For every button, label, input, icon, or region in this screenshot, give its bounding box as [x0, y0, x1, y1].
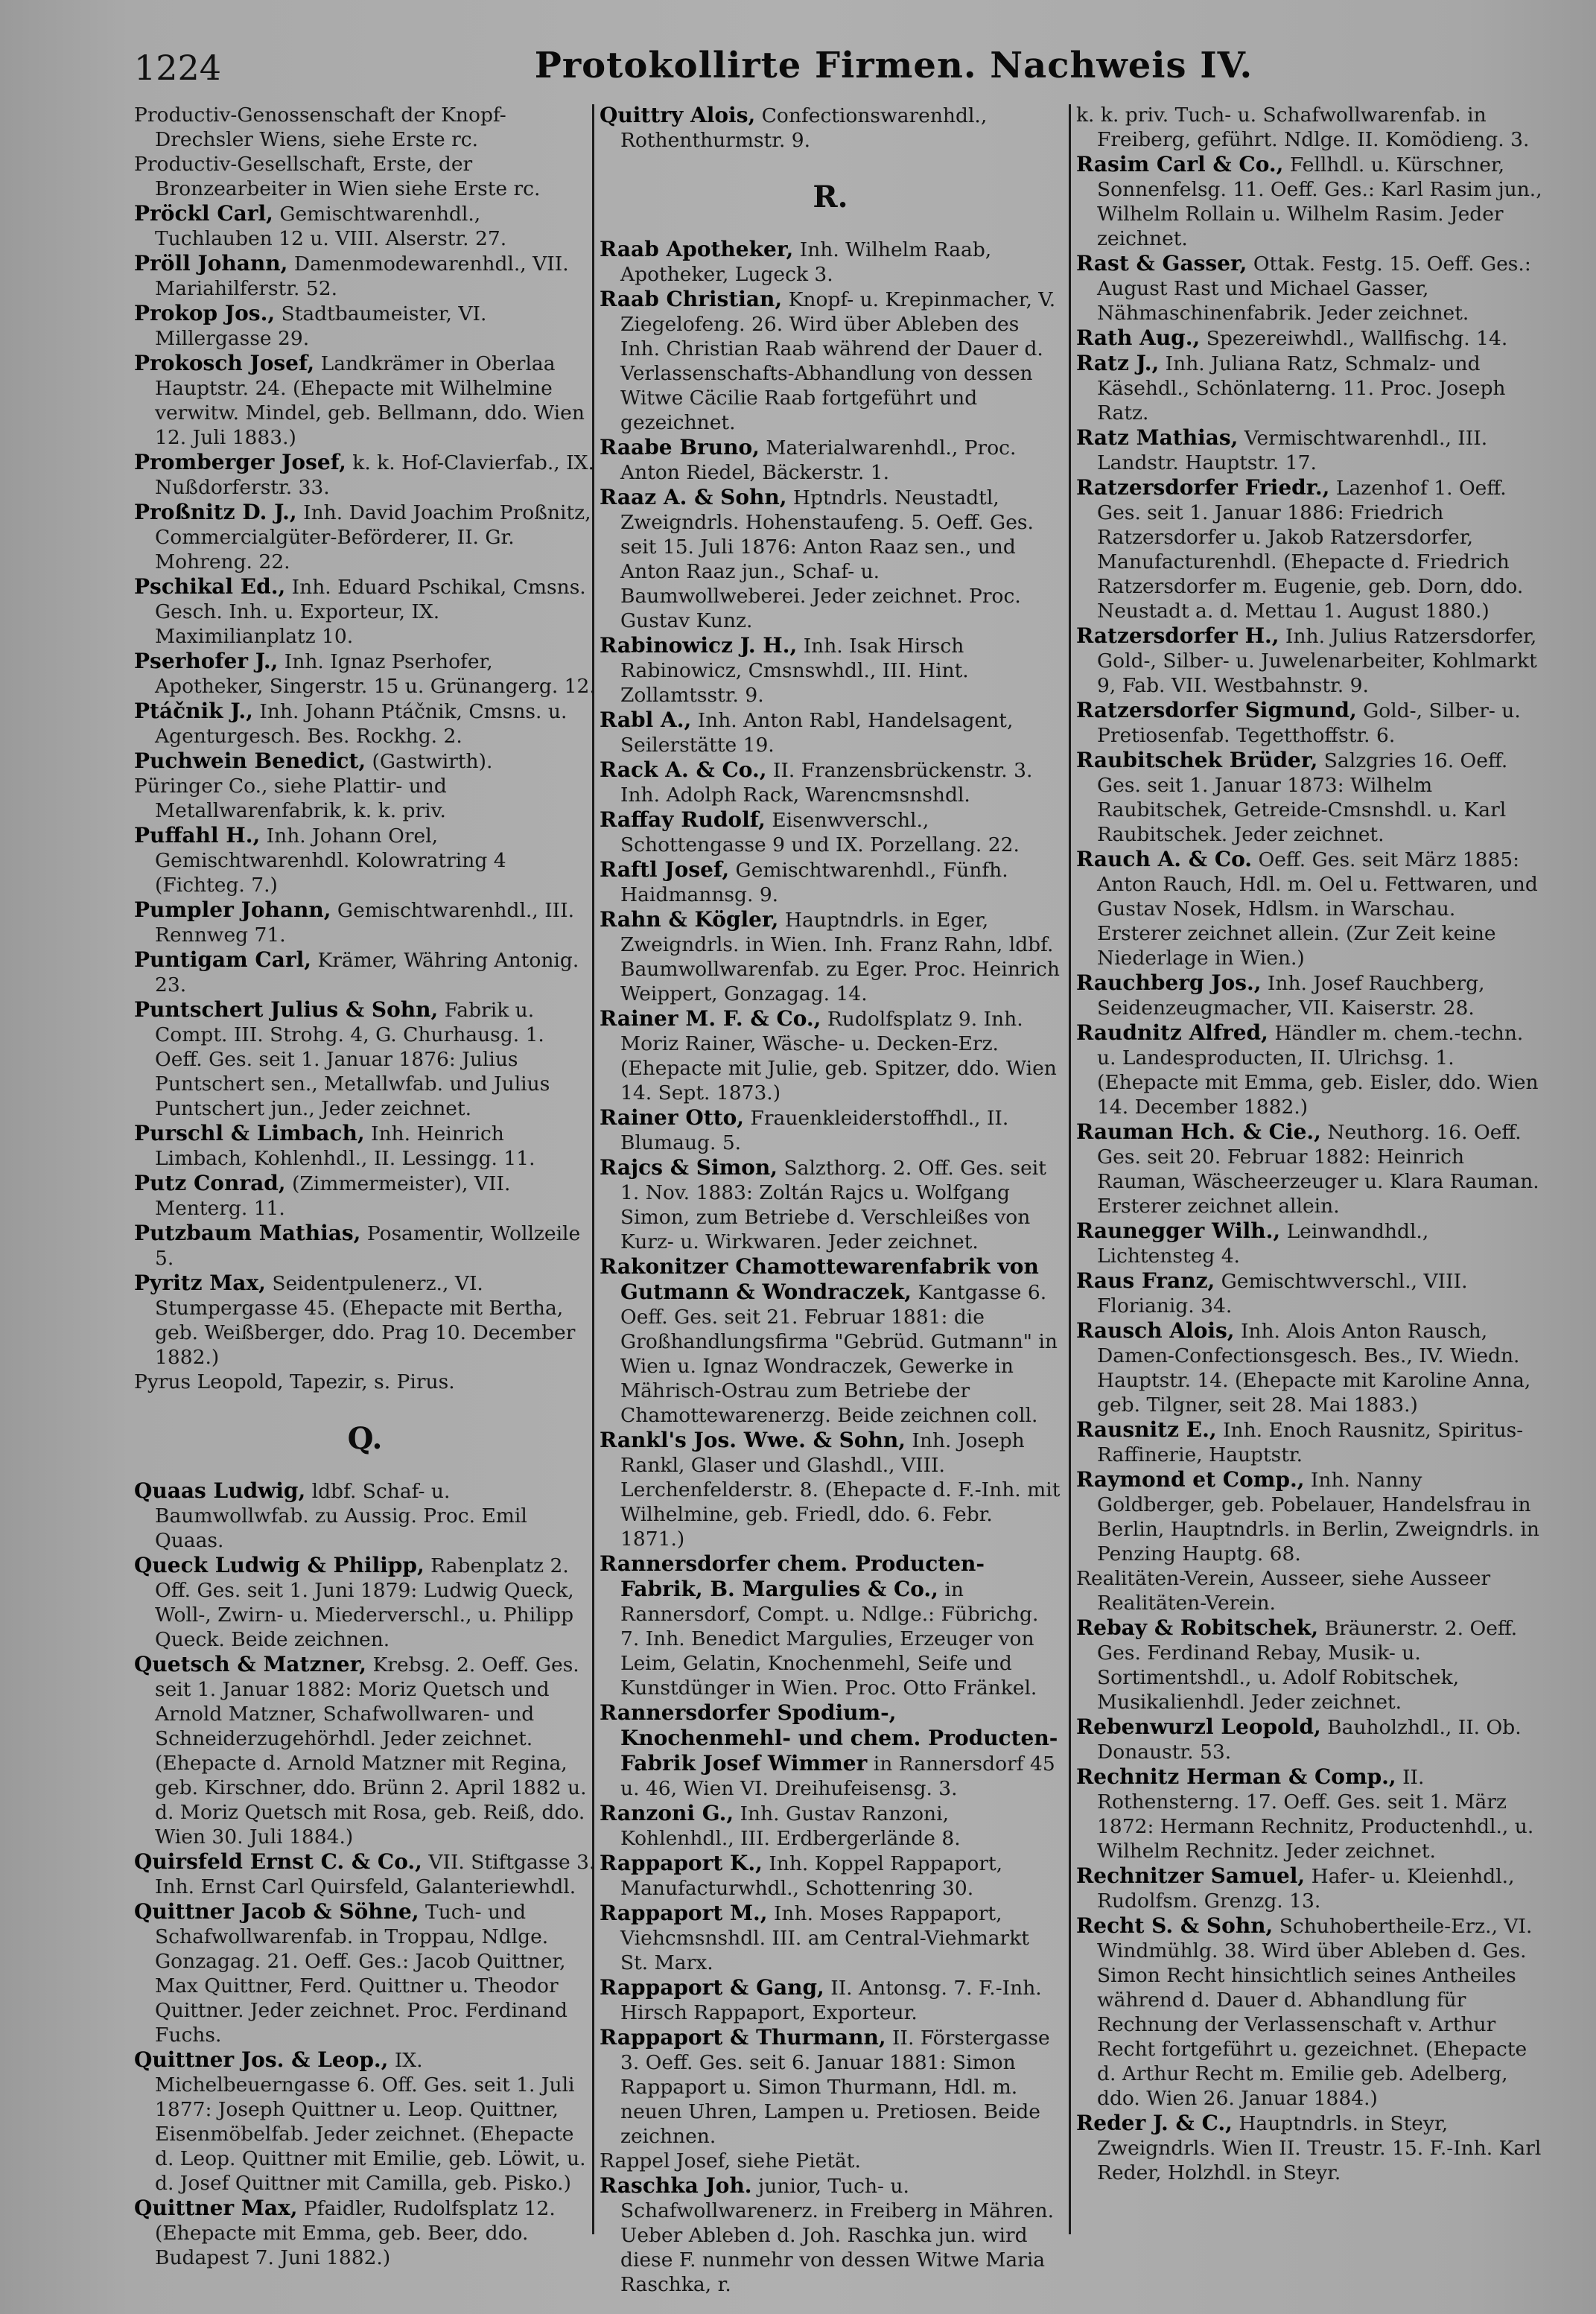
directory-entry — [1076, 103, 1545, 152]
firm-name: Pserhofer J., — [134, 649, 279, 673]
directory-entry — [1076, 1417, 1545, 1467]
firm-name: Purschl & Limbach, — [134, 1121, 365, 1145]
entry-text: Gemischtwverschl., VIII. Florianig. 34. — [1097, 1270, 1468, 1317]
firm-name: Proßnitz D. J., — [134, 500, 297, 524]
firm-name: Rasim Carl & Co., — [1076, 152, 1284, 177]
entry-text: Rudolfsplatz 9. Inh. Moriz Rainer, Wäsche- u. Decken-Erz. (Ehepacte mit Julie, geb. Spitzer, ddo. Wien 14. Sept. 1873.) — [620, 1008, 1057, 1104]
entry-text: Fabrik u. Compt. III. Strohg. 4, G. Churhausg. 1. Oeff. Ges. seit 1. Januar 1876: Julius Puntschert sen., Metallwfab. und Julius Puntschert jun., Jeder zeichnet. — [155, 999, 550, 1120]
column-middle — [600, 103, 1061, 2296]
entry-text: Stadtbaumeister, VI. Millergasse 29. — [155, 302, 487, 350]
directory-entry — [600, 1105, 1061, 1155]
entry-text: Püringer Co., siehe Plattir- und Metallwarenfabrik, k. k. priv. — [134, 775, 447, 822]
entry-text: Inh. Joseph Rankl, Glaser und Glashdl., VIII. Lerchenfelderstr. 8. (Ehepacte d. F.-Inh. mit Wilhelmine, geb. Friedl, ddo. 6. Febr. 1871.) — [620, 1429, 1061, 1551]
firm-name: Ptáčnik J., — [134, 699, 253, 723]
entry-text: in Rannersdorf 45 u. 46, Wien VI. Dreihufeisensg. 3. — [620, 1752, 1055, 1800]
entry-text: Inh. David Joachim Proßnitz, Commercialgüter-Beförderer, II. Gr. Mohreng. 22. — [155, 501, 591, 573]
column-right — [1076, 103, 1545, 2263]
entry-text: Pfaidler, Rudolfsplatz 12. (Ehepacte mit Emma, geb. Beer, ddo. Budapest 7. Juni 1882.) — [155, 2197, 556, 2269]
entry-text: Kantgasse 6. Oeff. Ges. seit 21. Februar 1881: die Großhandlungsfirma "Gebrüd. Gutmann" in Wien u. Ignaz Wondraczek, Gewerke in Mährisch-Ostrau zum Betriebe der Chamottewarenerzg. Beide zeichnen coll. — [620, 1281, 1058, 1427]
entry-text: Inh. Alois Anton Rausch, Damen-Confectionsgesch. Bes., IV. Wiedn. Hauptstr. 14. (Ehepacte mit Karoline Anna, geb. Tilgner, seit 28. Mai 1883.) — [1097, 1320, 1531, 1417]
firm-name: Puffahl H., — [134, 823, 261, 848]
firm-name: Pyritz Max, — [134, 1271, 266, 1295]
firm-name: Raab Christian, — [600, 287, 783, 311]
entry-text: Inh. Nanny Goldberger, geb. Pobelauer, Handelsfrau in Berlin, Hauptndrls. in Berlin, Zweigndrls. in Penzing Hauptg. 68. — [1097, 1469, 1539, 1566]
entry-text: Posamentir, Wollzeile 5. — [155, 1222, 581, 1270]
entry-text: Materialwarenhdl., Proc. Anton Riedel, Bäckerstr. 1. — [620, 436, 1017, 484]
entry-text: IX. Michelbeuerngasse 6. Off. Ges. seit 1. Juli 1877: Joseph Quittner u. Leop. Quittner, Eisenmöbelfab. Jeder zeichnet. (Ehepacte d. Leop. Quittner mit Emilie, geb. Löwit, u. d. Josef Quittner mit Camilla, geb. Pisko.) — [155, 2049, 586, 2195]
firm-name: Rahn & Kögler, — [600, 907, 779, 932]
entry-text: ldbf. Schaf- u. Baumwollwfab. zu Aussig. Proc. Emil Quaas. — [155, 1480, 527, 1552]
directory-entry — [134, 103, 596, 152]
firm-name: Pröckl Carl, — [134, 201, 273, 226]
entry-text: Krebsg. 2. Oeff. Ges. seit 1. Januar 1882: Moriz Quetsch und Arnold Matzner, Schafwollwaren- und Schneiderzugehörhdl. Jeder zeichnet. (Ehepacte d. Arnold Matzner mit Regina, geb. Kirschner, ddo. Brünn 2. April 1882 u. d. Moriz Quetsch mit Rosa, geb. Reiß, ddo. Wien 30. Juli 1884.) — [155, 1653, 587, 1849]
directory-entry — [600, 1006, 1061, 1105]
directory-entry — [1076, 623, 1545, 698]
entry-text: Händler m. chem.-techn. u. Landesproducten, II. Ulrichsg. 1. (Ehepacte mit Emma, geb. Eisler, ddo. Wien 14. December 1882.) — [1097, 1022, 1539, 1119]
entry-text: Gemischtwarenhdl., Tuchlauben 12 u. VIII. Alserstr. 27. — [155, 203, 507, 250]
directory-entry — [1076, 325, 1545, 351]
entry-text: Neuthorg. 16. Oeff. Ges. seit 20. Februar 1882: Heinrich Rauman, Wäscheerzeuger u. Klara Rauman. Ersterer zeichnet allein. — [1097, 1121, 1539, 1218]
entry-text: Vermischtwarenhdl., III. Landstr. Hauptstr. 17. — [1097, 427, 1488, 474]
entry-text: Landkrämer in Oberlaa Hauptstr. 24. (Ehepacte mit Wilhelmine verwitw. Mindel, geb. Bellmann, ddo. Wien 12. Juli 1883.) — [155, 352, 585, 449]
entry-text: II. Förstergasse 3. Oeff. Ges. seit 6. Januar 1881: Simon Rappaport u. Simon Thurmann, Hdl. m. neuen Uhren, Lampen u. Pretiosen. Beide zeichnen. — [620, 2027, 1050, 2148]
firm-name: Raab Apotheker, — [600, 237, 794, 261]
entry-text: Rabenplatz 2. Off. Ges. seit 1. Juni 1879: Ludwig Queck, Woll-, Zwirn- u. Miederverschl., u. Philipp Queck. Beide zeichnen. — [155, 1554, 574, 1651]
firm-name: Rauch A. & Co. — [1076, 847, 1253, 871]
directory-entry — [600, 1901, 1061, 1975]
entry-text: Leinwandhdl., Lichtensteg 4. — [1097, 1220, 1429, 1268]
directory-entry — [1076, 1863, 1545, 1913]
entry-text: Gold-, Silber- u. Pretiosenfab. Tegetthoffstr. 6. — [1097, 699, 1521, 747]
directory-entry — [1076, 1566, 1545, 1615]
firm-name: Raubitschek Brüder, — [1076, 748, 1318, 772]
directory-entry — [600, 857, 1061, 907]
directory-entry — [134, 1171, 596, 1221]
entry-text: Gemischtwarenhdl., III. Rennweg 71. — [155, 899, 575, 947]
directory-entry — [134, 1478, 596, 1553]
entry-text: II. Franzensbrückenstr. 3. Inh. Adolph Rack, Warencmsnshdl. — [620, 759, 1033, 807]
directory-entry — [134, 1652, 596, 1849]
entry-text: Confectionswarenhdl., Rothenthurmstr. 9. — [620, 104, 988, 152]
firm-name: Pschikal Ed., — [134, 574, 286, 599]
firm-name: Rabl A., — [600, 708, 692, 732]
entry-text: Seidentpulenerz., VI. Stumpergasse 45. (Ehepacte mit Bertha, geb. Weißberger, ddo. Prag 10. December 1882.) — [155, 1272, 576, 1369]
directory-entry — [134, 2047, 596, 2196]
directory-entry — [1076, 351, 1545, 425]
directory-entry — [1076, 1268, 1545, 1318]
firm-name: Rainer Otto, — [600, 1105, 745, 1130]
entry-text: VII. Stiftgasse 3. Inh. Ernst Carl Quirsfeld, Galanteriewhdl. — [155, 1851, 596, 1898]
directory-entry — [600, 103, 1061, 153]
firm-name: Prokop Jos., — [134, 301, 276, 325]
entry-text: Realitäten-Verein, Ausseer, siehe Ausseer Realitäten-Verein. — [1076, 1567, 1491, 1615]
entry-text: Frauenkleiderstoffhdl., II. Blumaug. 5. — [620, 1107, 1009, 1154]
firm-name: Pröll Johann, — [134, 251, 288, 276]
directory-entry — [134, 897, 596, 947]
firm-name: Putz Conrad, — [134, 1171, 286, 1195]
firm-name: Rauchberg Jos., — [1076, 970, 1262, 995]
firm-name: Raunegger Wilh., — [1076, 1218, 1281, 1243]
entry-text: II. Antonsg. 7. F.-Inh. Hirsch Rappaport, Exporteur. — [620, 1977, 1042, 2024]
entry-text: Fellhdl. u. Kürschner, Sonnenfelsg. 11. Oeff. Ges.: Karl Rasim jun., Wilhelm Rollain u. Wilhelm Rasim. Jeder zeichnet. — [1097, 153, 1542, 250]
firm-name: Promberger Josef, — [134, 450, 346, 474]
directory-entry — [134, 1849, 596, 1899]
directory-entry — [1076, 698, 1545, 748]
directory-entry — [134, 649, 596, 699]
entry-text: junior, Tuch- u. Schafwollwarenerz. in Freiberg in Mähren. Ueber Ableben d. Joh. Raschka jun. wird diese F. nunmehr von dessen Witwe Maria Raschka, r. — [620, 2175, 1055, 2296]
directory-entry — [134, 1370, 596, 1394]
entry-text: Inh. Anton Rabl, Handelsagent, Seilerstätte 19. — [620, 709, 1014, 757]
entry-text: Inh. Ignaz Pserhofer, Apotheker, Singerstr. 15 u. Grünangerg. 12. — [155, 650, 596, 698]
firm-name: Rechnitz Herman & Comp., — [1076, 1764, 1396, 1789]
running-title: Protokollirte Firmen. Nachweis IV. — [534, 45, 1253, 86]
firm-name: Rebay & Robitschek, — [1076, 1615, 1319, 1640]
firm-name: Rack A. & Co., — [600, 757, 767, 782]
firm-name: Quittner Max, — [134, 2196, 298, 2220]
directory-entry — [600, 907, 1061, 1006]
directory-entry — [134, 1121, 596, 1171]
firm-name: Rappaport M., — [600, 1901, 768, 1925]
directory-entry — [134, 1271, 596, 1370]
firm-name: Raymond et Comp., — [1076, 1467, 1305, 1492]
firm-name: Rajcs & Simon, — [600, 1155, 778, 1180]
entry-text: Hauptndrls. in Eger, Zweigndrls. in Wien. Inh. Franz Rahn, ldbf. Baumwollwarenfab. zu Eger. Proc. Heinrich Weippert, Gonzagag. 14. — [620, 909, 1060, 1005]
entry-text: Oeff. Ges. seit März 1885: Anton Rauch, Hdl. m. Oel u. Fettwaren, und Gustav Nosek, Hdlsm. in Warschau. Ersterer zeichnet allein. (Zur Zeit keine Niederlage in Wien.) — [1097, 848, 1538, 970]
directory-entry — [1076, 970, 1545, 1020]
directory-entry — [134, 774, 596, 823]
firm-name: Puchwein Benedict, — [134, 748, 366, 773]
entry-text: Productiv-Gesellschaft, Erste, der Bronzearbeiter in Wien siehe Erste rc. — [134, 153, 541, 200]
firm-name: Rebenwurzl Leopold, — [1076, 1714, 1321, 1739]
directory-entry — [600, 1801, 1061, 1851]
firm-name: Quittry Alois, — [600, 103, 756, 127]
entry-text: Inh. Eduard Pschikal, Cmsns. Gesch. Inh. u. Exporteur, IX. Maximilianplatz 10. — [155, 576, 586, 648]
entry-text: Krämer, Währing Antonig. 23. — [155, 949, 579, 997]
firm-name: Rappaport & Gang, — [600, 1975, 824, 2000]
entry-text: Knopf- u. Krepinmacher, V. Ziegelofeng. 26. Wird über Ableben des Inh. Christian Raab während der Dauer d. Verlassenschafts-Abhandlung von dessen Witwe Cäcilie Raab fortgeführt und gezeichnet. — [620, 288, 1056, 434]
entry-text: Productiv-Genossenschaft der Knopf-Drechsler Wiens, siehe Erste rc. — [134, 104, 506, 151]
entry-text: Bauholzhdl., II. Ob. Donaustr. 53. — [1097, 1716, 1522, 1764]
entry-text: Salzthorg. 2. Off. Ges. seit 1. Nov. 1883: Zoltán Rajcs u. Wolfgang Simon, zum Betriebe d. Verschleißes von Kurz- u. Wirkwaren. Jeder zeichnet. — [620, 1157, 1046, 1253]
directory-entry — [600, 633, 1061, 708]
entry-text: II. Rothensterng. 17. Oeff. Ges. seit 1. März 1872: Hermann Rechnitz, Productenhdl., u. Wilhelm Rechnitz. Jeder zeichnet. — [1097, 1766, 1534, 1863]
directory-entry — [134, 2196, 596, 2270]
firm-name: Rauman Hch. & Cie., — [1076, 1119, 1321, 1144]
page-header — [134, 45, 1549, 104]
firm-name: Recht S. & Sohn, — [1076, 1913, 1274, 1938]
directory-entry — [600, 2173, 1061, 2297]
firm-name: Rappaport K., — [600, 1851, 763, 1875]
directory-entry — [134, 500, 596, 574]
firm-name: Raschka Joh. — [600, 2173, 752, 2198]
entry-text: (Gastwirth). — [372, 750, 493, 773]
firm-name: Raabe Bruno, — [600, 435, 760, 460]
entry-text: (Zimmermeister), VII. Menterg. 11. — [155, 1172, 511, 1220]
firm-name: Quaas Ludwig, — [134, 1478, 306, 1503]
firm-name: Rausnitz E., — [1076, 1417, 1217, 1442]
firm-name: Ratzersdorfer Friedr., — [1076, 475, 1330, 500]
firm-name: Rappaport & Thurmann, — [600, 2025, 886, 2050]
entry-text: Pyrus Leopold, Tapezir, s. Pirus. — [134, 1370, 455, 1393]
firm-name: Rausch Alois, — [1076, 1318, 1235, 1343]
directory-entry — [1076, 1615, 1545, 1714]
entry-text: Eisenwverschl., Schottengasse 9 und IX. Porzellang. 22. — [620, 809, 1020, 856]
entry-text: Inh. Koppel Rappaport, Manufacturwhdl., Schottenring 30. — [620, 1852, 1003, 1900]
directory-entry — [600, 1428, 1061, 1551]
directory-entry — [1076, 152, 1545, 251]
firm-name: Rast & Gasser, — [1076, 251, 1247, 276]
directory-entry — [1076, 1020, 1545, 1119]
firm-name: Queck Ludwig & Philipp, — [134, 1553, 425, 1577]
directory-entry — [600, 1551, 1061, 1700]
entry-text: Inh. Moses Rappaport, Viehcmsnshdl. III. am Central-Viehmarkt St. Marx. — [620, 1902, 1029, 1974]
directory-entry — [134, 152, 596, 201]
entry-text: in Rannersdorf, Compt. u. Ndlge.: Fübrichg. 7. Inh. Benedict Margulies, Erzeuger von Leim, Gelatin, Knochenmehl, Seife und Kunstdünger in Wien. Proc. Otto Fränkel. — [620, 1578, 1039, 1700]
firm-name: Rannersdorfer Spodium-, Knochenmehl- und chem. Producten-Fabrik Josef Wimmer — [600, 1700, 1058, 1776]
entry-text: Damenmodewarenhdl., VII. Mariahilferstr. 52. — [155, 252, 569, 300]
firm-name: Pumpler Johann, — [134, 897, 331, 922]
entry-text: Inh. Juliana Ratz, Schmalz- und Käsehdl., Schönlaterng. 11. Proc. Joseph Ratz. — [1097, 352, 1506, 425]
column-left — [134, 103, 596, 2269]
firm-name: Reder J. & C., — [1076, 2111, 1233, 2135]
column-divider — [1069, 104, 1071, 2234]
section-letter: R. — [813, 179, 848, 214]
directory-entry — [600, 237, 1061, 287]
directory-entry — [600, 2025, 1061, 2149]
firm-name: Raffay Rudolf, — [600, 807, 766, 832]
directory-entry — [600, 1155, 1061, 1254]
entry-text: k. k. priv. Tuch- u. Schafwollwarenfab. in Freiberg, geführt. Ndlge. II. Komödieng. 3. — [1076, 104, 1530, 151]
firm-name: Quetsch & Matzner, — [134, 1652, 367, 1676]
entry-text: Tuch- und Schafwollwarenfab. in Troppau, Ndlge. Gonzagag. 21. Oeff. Ges.: Jacob Quittner, Max Quittner, Ferd. Quittner u. Theodor Quittner. Jeder zeichnet. Proc. Ferdinand Fuchs. — [155, 1901, 568, 2047]
directory-entry — [600, 807, 1061, 857]
firm-name: Ratz Mathias, — [1076, 425, 1239, 450]
firm-name: Rankl's Jos. Wwe. & Sohn, — [600, 1428, 906, 1452]
directory-entry — [1076, 748, 1545, 847]
firm-name: Raftl Josef, — [600, 857, 730, 882]
directory-entry — [134, 574, 596, 649]
directory-entry — [600, 1254, 1061, 1428]
directory-entry — [600, 1700, 1061, 1801]
firm-name: Quirsfeld Ernst C. & Co., — [134, 1849, 422, 1874]
entry-text: Schuhobertheile-Erz., VI. Windmühlg. 38. Wird über Ableben d. Ges. Simon Recht hinsichtlich seines Antheiles während d. Dauer d. Abhandlung für Rechnung der Verlassenschaft v. Arthur Recht fortgeführt u. gezeichnet. (Ehepacte d. Arthur Recht m. Emilie geb. Adelberg, ddo. Wien 26. Januar 1884.) — [1097, 1915, 1533, 2110]
firm-name: Puntschert Julius & Sohn, — [134, 997, 439, 1022]
entry-text: Inh. Johann Orel, Gemischtwarenhdl. Kolowratring 4 (Fichteg. 7.) — [155, 824, 506, 897]
entry-text: Inh. Gustav Ranzoni, Kohlenhdl., III. Erdbergerlände 8. — [620, 1802, 961, 1850]
page-number: 1224 — [134, 48, 222, 88]
directory-entry — [1076, 475, 1545, 623]
firm-name: Ratzersdorfer H., — [1076, 623, 1279, 648]
directory-entry — [600, 2149, 1061, 2173]
firm-name: Quittner Jacob & Söhne, — [134, 1899, 419, 1924]
directory-entry — [600, 1851, 1061, 1901]
directory-entry — [600, 435, 1061, 485]
directory-entry — [600, 757, 1061, 807]
firm-name: Ranzoni G., — [600, 1801, 734, 1825]
directory-entry — [1076, 1714, 1545, 1764]
firm-name: Raudnitz Alfred, — [1076, 1020, 1268, 1045]
directory-entry — [600, 287, 1061, 435]
directory-entry — [134, 947, 596, 997]
directory-entry — [134, 699, 596, 748]
entry-text: Bräunerstr. 2. Oeff. Ges. Ferdinand Rebay, Musik- u. Sortimentshdl., u. Adolf Robitschek, Musikalienhdl. Jeder zeichnet. — [1097, 1617, 1518, 1714]
entry-text: Inh. Julius Ratzersdorfer, Gold-, Silber- u. Juwelenarbeiter, Kohlmarkt 9, Fab. VII. Westbahnstr. 9. — [1097, 625, 1537, 697]
directory-entry — [134, 450, 596, 500]
directory-entry — [600, 485, 1061, 633]
directory-entry — [1076, 1318, 1545, 1417]
firm-name: Putzbaum Mathias, — [134, 1221, 361, 1245]
firm-name: Prokosch Josef, — [134, 351, 315, 375]
entry-text: Inh. Josef Rauchberg, Seidenzeugmacher, VII. Kaiserstr. 28. — [1097, 972, 1485, 1020]
firm-name: Rainer M. F. & Co., — [600, 1006, 821, 1031]
firm-name: Rechnitzer Samuel, — [1076, 1863, 1306, 1888]
directory-entry — [134, 301, 596, 351]
entry-text: Hauptndrls. in Steyr, Zweigndrls. Wien II. Treustr. 15. F.-Inh. Karl Reder, Holzhdl. in Steyr. — [1097, 2112, 1542, 2184]
entry-text: k. k. Hof-Clavierfab., IX. Nußdorferstr. 33. — [155, 451, 594, 499]
directory-entry — [134, 823, 596, 897]
directory-entry — [134, 1899, 596, 2047]
directory-entry — [1076, 2111, 1545, 2185]
entry-text: Ottak. Festg. 15. Oeff. Ges.: August Rast und Michael Gasser, Nähmaschinenfabrik. Jeder zeichnet. — [1097, 252, 1531, 325]
firm-name: Rakonitzer Chamottewarenfabrik von Gutmann & Wondraczek, — [600, 1254, 1039, 1304]
firm-name: Raus Franz, — [1076, 1268, 1215, 1293]
directory-entry — [1076, 1467, 1545, 1566]
directory-entry — [1076, 425, 1545, 475]
directory-entry — [600, 1975, 1061, 2025]
directory-entry — [134, 1221, 596, 1271]
directory-entry — [134, 748, 596, 774]
entry-text: Hafer- u. Kleienhdl., Rudolfsm. Grenzg. 13. — [1097, 1865, 1515, 1913]
directory-entry — [134, 251, 596, 301]
firm-name: Puntigam Carl, — [134, 947, 311, 972]
directory-entry — [134, 351, 596, 450]
firm-name: Raaz A. & Sohn, — [600, 485, 787, 509]
directory-entry — [134, 201, 596, 251]
entry-text: Gemischtwarenhdl., Fünfh. Haidmannsg. 9. — [620, 859, 1008, 906]
directory-entry — [1076, 1913, 1545, 2111]
firm-name: Ratz J., — [1076, 351, 1160, 375]
firm-name: Ratzersdorfer Sigmund, — [1076, 698, 1357, 722]
directory-entry — [600, 708, 1061, 757]
firm-name: Rannersdorfer chem. Producten-Fabrik, B. Margulies & Co., — [600, 1551, 985, 1601]
firm-name: Quittner Jos. & Leop., — [134, 2047, 389, 2072]
directory-entry — [134, 1553, 596, 1652]
entry-text: Inh. Enoch Rausnitz, Spiritus-Raffinerie, Hauptstr. — [1097, 1419, 1524, 1466]
entry-text: Lazenhof 1. Oeff. Ges. seit 1. Januar 1886: Friedrich Ratzersdorfer u. Jakob Ratzersdorfer, Manufacturenhdl. (Ehepacte d. Friedrich Ratzersdorfer m. Eugenie, geb. Dorn, ddo. Neustadt a. d. Mettau 1. August 1880.) — [1097, 477, 1524, 623]
entry-text: Inh. Isak Hirsch Rabinowicz, Cmsnswhdl., III. Hint. Zollamtsstr. 9. — [620, 635, 969, 707]
entry-text: Inh. Heinrich Limbach, Kohlenhdl., II. Lessingg. 11. — [155, 1122, 535, 1170]
directory-entry — [1076, 847, 1545, 970]
directory-entry — [134, 997, 596, 1121]
entry-text: Salzgries 16. Oeff. Ges. seit 1. Januar 1873: Wilhelm Raubitschek, Getreide-Cmsnshdl. u. Karl Raubitschek. Jeder zeichnet. — [1097, 749, 1508, 846]
entry-text: Inh. Johann Ptáčnik, Cmsns. u. Agenturgesch. Bes. Rockhg. 2. — [155, 700, 567, 748]
firm-name: Rath Aug., — [1076, 325, 1201, 350]
section-letter: Q. — [347, 1421, 383, 1456]
entry-text: Hptndrls. Neustadtl, Zweigndrls. Hohenstaufeng. 5. Oeff. Ges. seit 15. Juli 1876: Anton Raaz sen., und Anton Raaz jun., Schaf- u. Baumwollweberei. Jeder zeichnet. Proc. Gustav Kunz. — [620, 486, 1034, 632]
entry-text: Inh. Wilhelm Raab, Apotheker, Lugeck 3. — [620, 238, 992, 286]
directory-entry — [1076, 1764, 1545, 1863]
directory-entry — [1076, 1119, 1545, 1218]
entry-text: Rappel Josef, siehe Pietät. — [600, 2149, 861, 2172]
directory-entry — [1076, 1218, 1545, 1268]
firm-name: Rabinowicz J. H., — [600, 633, 798, 658]
entry-text: Spezereiwhdl., Wallfischg. 14. — [1206, 327, 1508, 350]
directory-entry — [1076, 251, 1545, 325]
